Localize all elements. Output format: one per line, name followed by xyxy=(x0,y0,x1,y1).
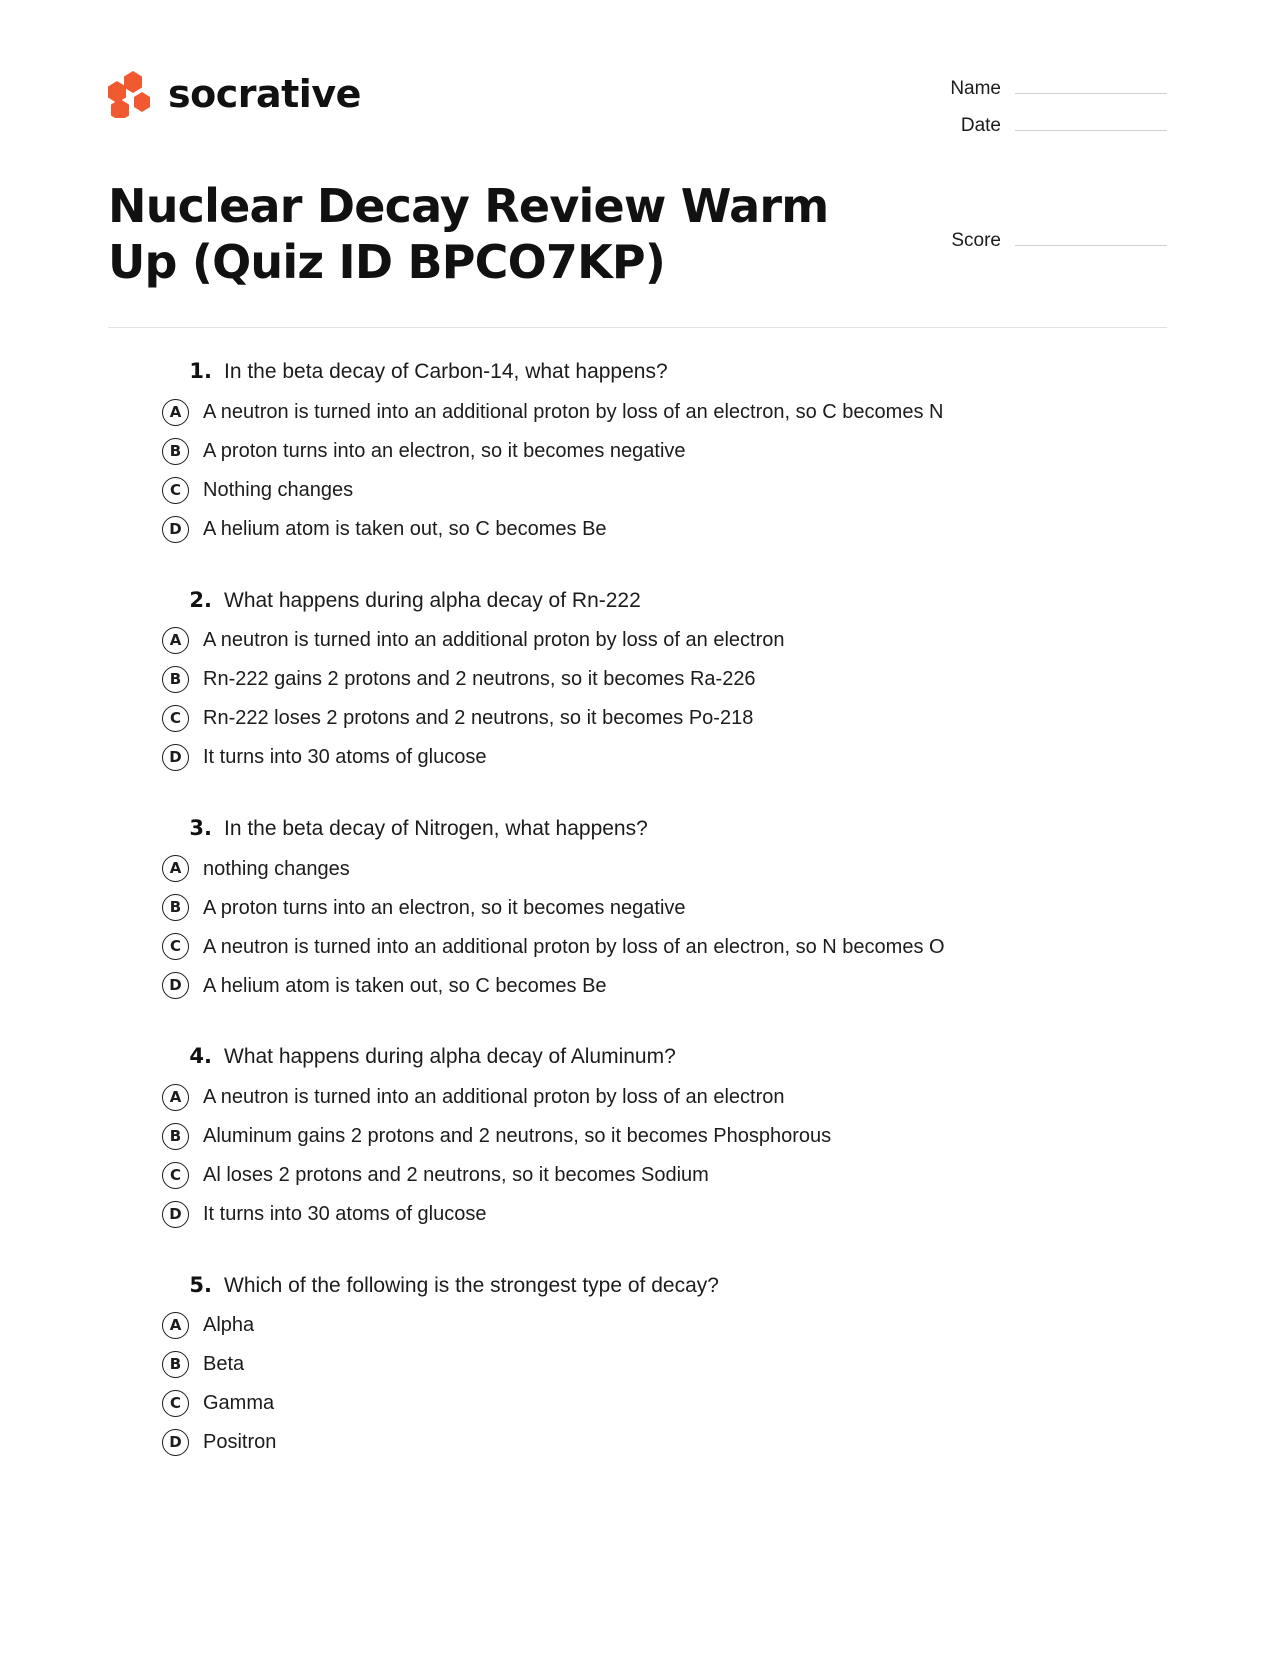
option-letter-bubble[interactable]: D xyxy=(162,1429,189,1456)
option-text: Beta xyxy=(203,1353,245,1376)
answer-option[interactable] xyxy=(108,1312,1167,1339)
answer-option[interactable] xyxy=(108,1084,1167,1111)
score-field-block xyxy=(935,226,1167,263)
score-label: Score xyxy=(951,230,1001,251)
name-field-row xyxy=(935,74,1167,100)
answer-option[interactable] xyxy=(108,1162,1167,1189)
option-letter-bubble[interactable]: C xyxy=(162,1162,189,1189)
option-letter-bubble[interactable]: C xyxy=(162,1390,189,1417)
date-label: Date xyxy=(960,115,1001,136)
question-block xyxy=(108,358,1167,542)
question-text: What happens during alpha decay of Rn-222 xyxy=(224,588,641,612)
option-letter-bubble[interactable]: C xyxy=(162,933,189,960)
option-letter-bubble[interactable]: D xyxy=(162,516,189,543)
answer-options xyxy=(108,1312,1167,1456)
answer-option[interactable] xyxy=(108,1429,1167,1456)
answer-option[interactable] xyxy=(108,516,1167,543)
questions-list xyxy=(0,328,1275,1456)
option-letter-bubble[interactable]: B xyxy=(162,438,189,465)
name-write-line[interactable] xyxy=(1015,74,1167,94)
question-block xyxy=(108,587,1167,771)
question-text: In the beta decay of Carbon-14, what happens? xyxy=(224,360,668,384)
answer-option[interactable] xyxy=(108,627,1167,654)
answer-option[interactable] xyxy=(108,666,1167,693)
question-number: 2. xyxy=(189,587,212,612)
option-text: Al loses 2 protons and 2 neutrons, so it becomes Sodium xyxy=(203,1164,709,1187)
answer-option[interactable] xyxy=(108,933,1167,960)
question-header xyxy=(108,358,1167,386)
option-text: It turns into 30 atoms of glucose xyxy=(203,746,487,769)
answer-option[interactable] xyxy=(108,477,1167,504)
question-header xyxy=(108,1272,1167,1300)
option-text: A proton turns into an electron, so it becomes negative xyxy=(203,440,686,463)
question-header xyxy=(108,587,1167,615)
option-letter-bubble[interactable]: A xyxy=(162,399,189,426)
option-text: Rn-222 loses 2 protons and 2 neutrons, so it becomes Po-218 xyxy=(203,707,754,730)
option-letter-bubble[interactable]: B xyxy=(162,666,189,693)
option-text: A proton turns into an electron, so it becomes negative xyxy=(203,896,686,919)
answer-option[interactable] xyxy=(108,705,1167,732)
socrative-hexagon-icon xyxy=(108,70,152,118)
option-letter-bubble[interactable]: B xyxy=(162,1123,189,1150)
option-text: Positron xyxy=(203,1431,277,1454)
name-label: Name xyxy=(950,78,1001,99)
answer-option[interactable] xyxy=(108,744,1167,771)
option-letter-bubble[interactable]: D xyxy=(162,972,189,999)
question-number: 1. xyxy=(189,359,212,384)
question-block xyxy=(108,1272,1167,1456)
option-letter-bubble[interactable]: A xyxy=(162,627,189,654)
option-text: A neutron is turned into an additional proton by loss of an electron xyxy=(203,1086,785,1109)
option-text: A helium atom is taken out, so C becomes Be xyxy=(203,518,607,541)
answer-option[interactable] xyxy=(108,855,1167,882)
answer-option[interactable] xyxy=(108,972,1167,999)
socrative-logo xyxy=(108,70,361,118)
option-text: A helium atom is taken out, so C becomes Be xyxy=(203,974,607,997)
option-text: A neutron is turned into an additional proton by loss of an electron, so C becomes N xyxy=(203,401,944,424)
score-write-line[interactable] xyxy=(1015,226,1167,246)
score-field-row xyxy=(935,226,1167,252)
option-letter-bubble[interactable]: B xyxy=(162,894,189,921)
date-field-row xyxy=(935,111,1167,137)
option-letter-bubble[interactable]: D xyxy=(162,1201,189,1228)
option-letter-bubble[interactable]: C xyxy=(162,477,189,504)
answer-option[interactable] xyxy=(108,438,1167,465)
option-text: Nothing changes xyxy=(203,479,354,502)
option-letter-bubble[interactable]: A xyxy=(162,1312,189,1339)
question-number: 4. xyxy=(189,1044,212,1069)
question-text: Which of the following is the strongest type of decay? xyxy=(224,1273,719,1297)
answer-option[interactable] xyxy=(108,1351,1167,1378)
brand-name: socrative xyxy=(168,72,361,116)
answer-option[interactable] xyxy=(108,894,1167,921)
answer-option[interactable] xyxy=(108,1123,1167,1150)
date-write-line[interactable] xyxy=(1015,111,1167,131)
answer-options xyxy=(108,855,1167,999)
option-letter-bubble[interactable]: D xyxy=(162,744,189,771)
option-text: Aluminum gains 2 protons and 2 neutrons, so it becomes Phosphorous xyxy=(203,1125,832,1148)
option-text: Alpha xyxy=(203,1314,255,1337)
student-meta-fields xyxy=(935,74,1167,148)
question-header xyxy=(108,1043,1167,1071)
option-letter-bubble[interactable]: A xyxy=(162,1084,189,1111)
answer-options xyxy=(108,627,1167,771)
option-text: A neutron is turned into an additional proton by loss of an electron, so N becomes O xyxy=(203,935,945,958)
title-area xyxy=(0,148,1275,290)
answer-options xyxy=(108,1084,1167,1228)
question-block xyxy=(108,1043,1167,1227)
answer-option[interactable] xyxy=(108,1390,1167,1417)
question-text: In the beta decay of Nitrogen, what happens? xyxy=(224,816,648,840)
option-letter-bubble[interactable]: C xyxy=(162,705,189,732)
option-letter-bubble[interactable]: A xyxy=(162,855,189,882)
question-text: What happens during alpha decay of Aluminum? xyxy=(224,1045,676,1069)
question-header xyxy=(108,815,1167,843)
question-number: 3. xyxy=(189,815,212,840)
option-text: A neutron is turned into an additional proton by loss of an electron xyxy=(203,629,785,652)
page-title: Nuclear Decay Review Warm Up (Quiz ID BPCO7KP) xyxy=(108,179,829,290)
option-text: nothing changes xyxy=(203,857,350,880)
option-text: Rn-222 gains 2 protons and 2 neutrons, so it becomes Ra-226 xyxy=(203,668,756,691)
option-text: Gamma xyxy=(203,1392,275,1415)
answer-option[interactable] xyxy=(108,399,1167,426)
question-number: 5. xyxy=(189,1272,212,1297)
option-letter-bubble[interactable]: B xyxy=(162,1351,189,1378)
answer-options xyxy=(108,399,1167,543)
question-block xyxy=(108,815,1167,999)
page-header xyxy=(0,0,1275,148)
option-text: It turns into 30 atoms of glucose xyxy=(203,1203,487,1226)
answer-option[interactable] xyxy=(108,1201,1167,1228)
